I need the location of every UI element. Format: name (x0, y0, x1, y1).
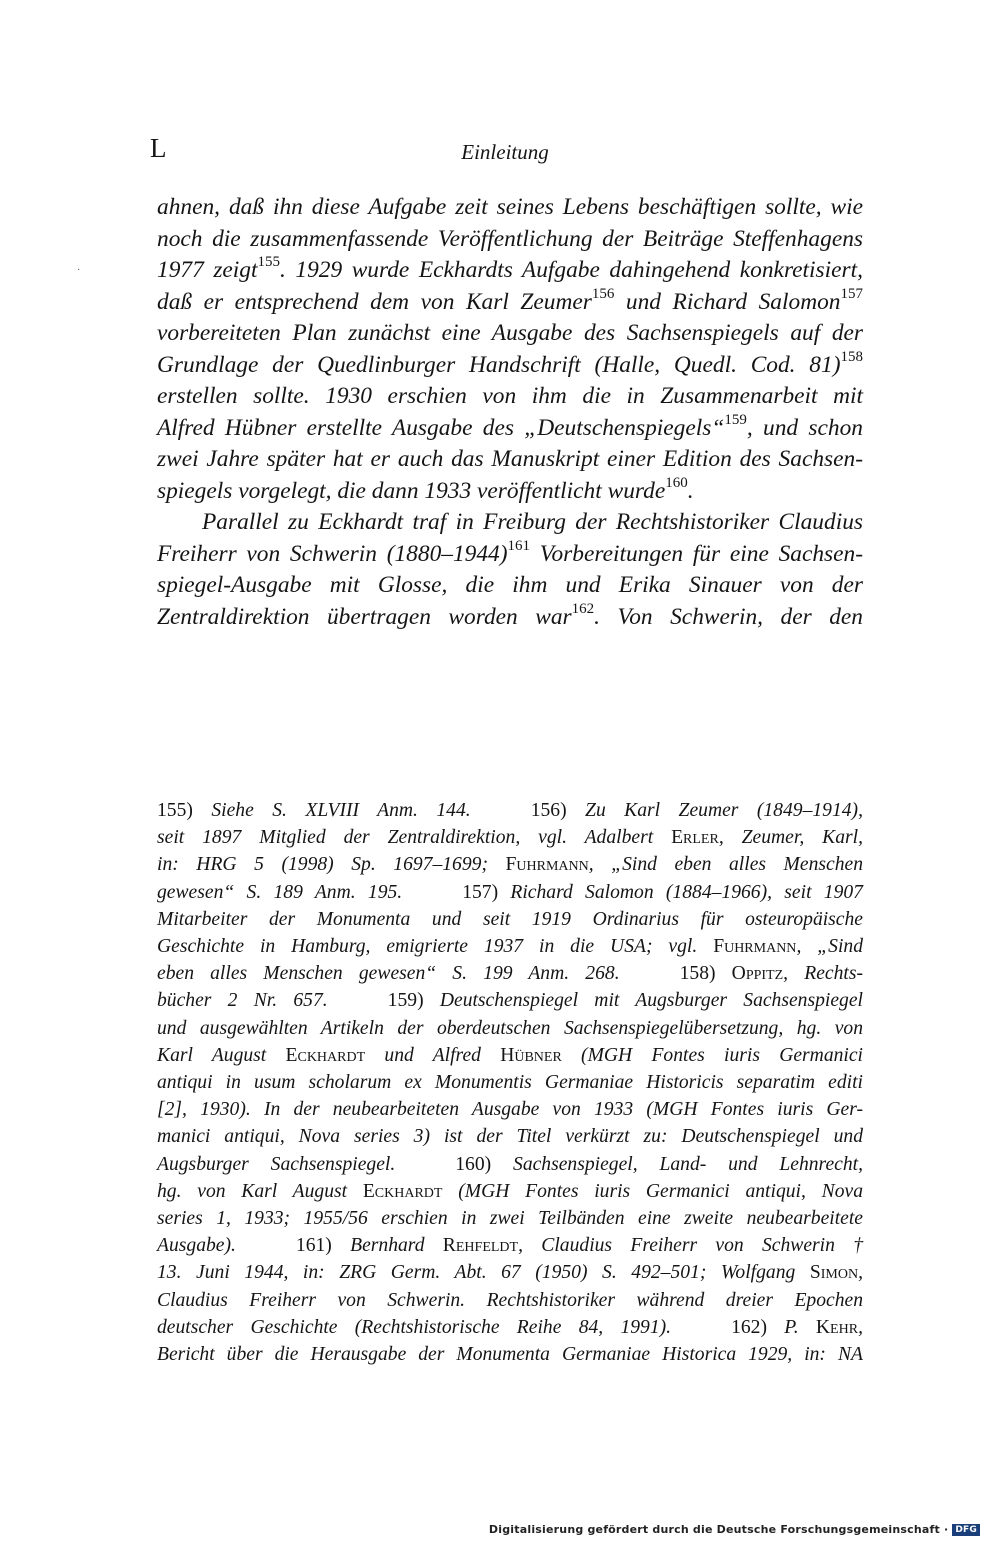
footnote-line: Ausgabe). 161) Bernhard Rehfeldt, Claudius Freiherr von Schwerin † (157, 1235, 863, 1257)
footnote-ref: 155 (257, 254, 280, 271)
text-line: erstellen sollte. 1930 erschien von ihm die in Zusammenarbeit mit (157, 383, 863, 409)
page-number: L (150, 133, 168, 163)
text-line: noch die zusammenfassende Veröffentlichung der Beiträge Steffenhagens (157, 225, 863, 252)
footnote-line: Mitarbeiter der Monumenta und seit 1919 Ordinarius für osteuropäische (157, 908, 863, 930)
footnote-line: Geschichte in Hamburg, emigrierte 1937 in die USA; vgl. Fuhrmann, „Sind (157, 936, 863, 958)
footnote-line: und ausgewählten Artikeln der oberdeutschen Sachsenspiegelübersetzung, hg. von (157, 1017, 863, 1039)
text-line: Freiherr von Schwerin (1880–1944)$^{161}$ Vorbereitungen für eine Sachsen- (157, 537, 864, 567)
footnote-line: antiqui in usum scholarum ex Monumentis Germaniae Historicis separatim editi (157, 1072, 863, 1094)
footnote-line: Augsburger Sachsenspiegel. 160) Sachsenspiegel, Land- und Lehnrecht, (157, 1153, 863, 1175)
footnote-line: Karl August Eckhardt und Alfred Hübner (MGH Fontes iuris Germanici (157, 1044, 863, 1066)
footnote-ref: 157 (840, 285, 863, 302)
text-line: vorbereiteten Plan zunächst eine Ausgabe des Sachsenspiegels auf der (157, 320, 863, 346)
footnote-line: series 1, 1933; 1955/56 erschien in zwei Teilbänden eine zweite neubearbeitete (157, 1208, 863, 1230)
footnote-ref: 160 (665, 474, 688, 491)
credit-text: Digitalisierung gefördert durch die Deutsche Forschungsgemeinschaft · (488, 1523, 949, 1536)
footnote-line: Bericht über die Herausgabe der Monumenta Germaniae Historica 1929, in: NA (157, 1344, 863, 1366)
footnote-line: deutscher Geschichte (Rechtshistorische Reihe 84, 1991). 162) P. Kehr, (157, 1316, 863, 1338)
text-line: zwei Jahre später hat er auch das Manuskript einer Edition des Sachsen- (157, 446, 863, 472)
footnote-ref: 159 (724, 411, 747, 428)
footnote-ref: 162 (571, 600, 595, 617)
footnotes (157, 797, 863, 1368)
running-head: Einleitung (461, 140, 549, 164)
footnote-line: manici antiqui, Nova series 3) ist der Titel verkürzt zu: Deutschenspiegel und (157, 1126, 863, 1148)
footnote-line: eben alles Menschen gewesen“ S. 199 Anm. 268. 158) Oppitz, Rechts- (157, 963, 863, 985)
footnote-line: gewesen“ S. 189 Anm. 195. 157) Richard Salomon (1884–1966), seit 1907 (157, 881, 863, 903)
footnote-ref: 156 (591, 285, 615, 302)
footnote-line: Claudius Freiherr von Schwerin. Rechtshistoriker während dreier Epochen (157, 1289, 863, 1311)
footnote-ref: 158 (840, 348, 863, 365)
paragraph-1 (157, 192, 863, 507)
main-text (157, 192, 863, 633)
footnote-line: [2], 1930). In der neubearbeiteten Ausgabe von 1933 (MGH Fontes iuris Ger- (157, 1099, 863, 1121)
dfg-logo: DFG (952, 1524, 980, 1536)
footnote-line: seit 1897 Mitglied der Zentraldirektion, vgl. Adalbert Erler, Zeumer, Karl, (157, 827, 863, 849)
text-line: spiegels vorgelegt, die dann 1933 veröffentlicht wurde$^{160}$. (157, 474, 694, 504)
text-line: Alfred Hübner erstellte Ausgabe des „Deutschenspiegels“$^{159}$, und schon (157, 411, 863, 441)
digitization-credit (489, 1523, 980, 1536)
footnote-line: 13. Juni 1944, in: ZRG Germ. Abt. 67 (1950) S. 492–501; Wolfgang Simon, (157, 1262, 863, 1284)
footnote-line: 155) Siehe S. XLVIII Anm. 144. 156) Zu Karl Zeumer (1849–1914), (157, 800, 863, 821)
text-line: Zentraldirektion übertragen worden war$^{162}$. Von Schwerin, der den (157, 600, 863, 630)
footnote-line: in: HRG 5 (1998) Sp. 1697–1699; Fuhrmann, „Sind eben alles Menschen (157, 854, 863, 876)
text-line: spiegel-Ausgabe mit Glosse, die ihm und Erika Sinauer von der (157, 572, 863, 598)
text-line: 1977 zeigt$^{155}$. 1929 wurde Eckhardts Aufgabe dahingehend konkretisiert, (157, 254, 863, 283)
text-line: Parallel zu Eckhardt traf in Freiburg der Rechtshistoriker Claudius (202, 509, 863, 535)
paragraph-2 (157, 507, 863, 633)
text-line: daß er entsprechend dem von Karl Zeumer$^{156}$ und Richard Salomon$^{157}$ (157, 285, 863, 315)
text-line: Grundlage der Quedlinburger Handschrift (Halle, Quedl. Cod. 81)$^{158}$ (157, 348, 863, 378)
scan-speck: · (77, 265, 81, 276)
text-line: ahnen, daß ihn diese Aufgabe zeit seines Lebens beschäftigen sollte, wie (157, 194, 863, 220)
footnote-line: bücher 2 Nr. 657. 159) Deutschenspiegel mit Augsburger Sachsenspiegel (157, 990, 863, 1012)
footnote-ref: 161 (507, 537, 531, 554)
footnote-line: hg. von Karl August Eckhardt (MGH Fontes iuris Germanici antiqui, Nova (157, 1180, 863, 1202)
